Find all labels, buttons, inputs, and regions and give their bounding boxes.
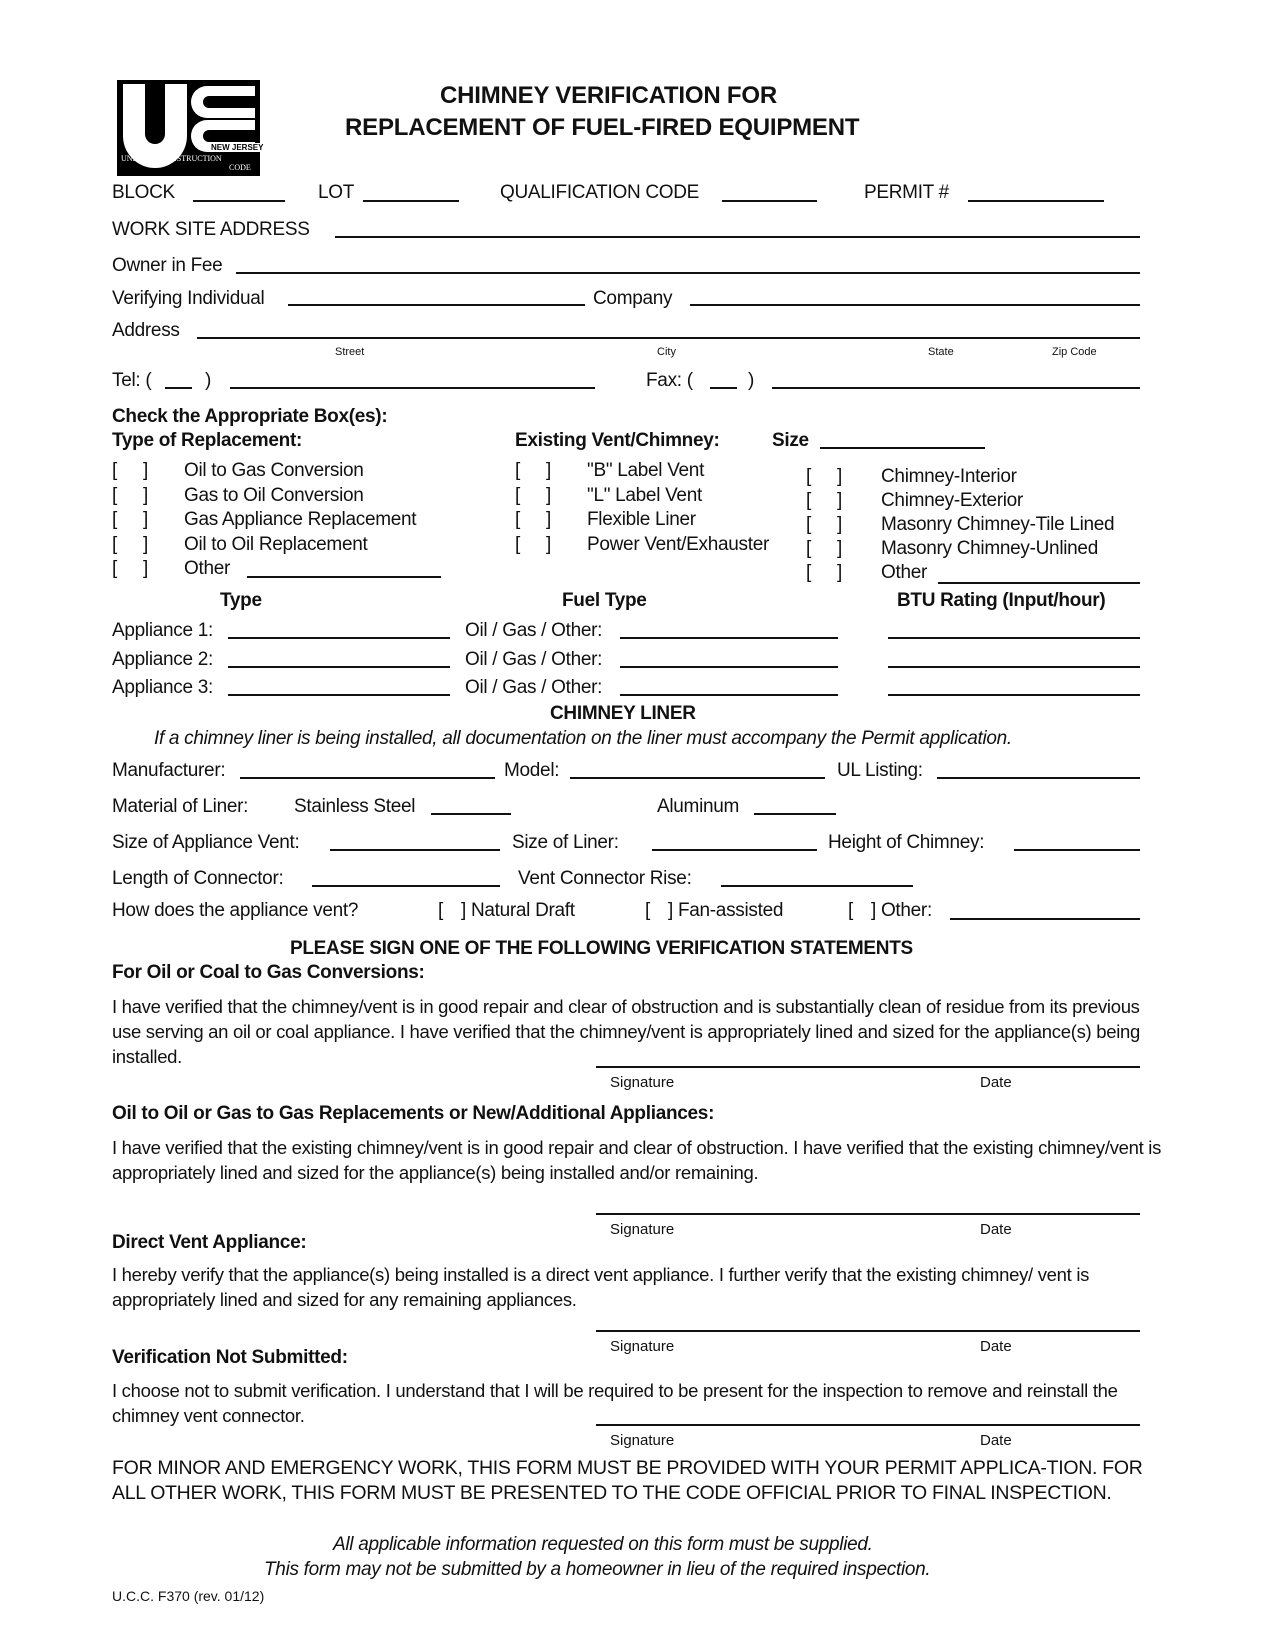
size-vent-field[interactable] <box>330 849 500 851</box>
appliance-type-field[interactable] <box>228 666 450 668</box>
manufacturer-field[interactable] <box>240 777 495 779</box>
check-heading: Check the Appropriate Box(es): <box>112 406 388 427</box>
bracket-close: ] <box>545 533 551 555</box>
bracket-open: [ <box>112 460 117 481</box>
replacement-option-checkbox[interactable] <box>112 509 417 531</box>
verifying-individual-label: Verifying Individual <box>112 288 265 309</box>
tel-label: Tel: ( <box>112 370 152 391</box>
permit-field[interactable] <box>968 200 1104 202</box>
lot-field[interactable] <box>363 200 459 202</box>
state-caption: State <box>928 346 954 358</box>
ul-listing-field[interactable] <box>937 777 1140 779</box>
signature-caption: Signature <box>610 1074 675 1091</box>
signature-caption: Signature <box>610 1221 675 1238</box>
zip-caption: Zip Code <box>1052 346 1097 358</box>
bracket-close: ] <box>142 509 148 530</box>
bracket-close: ] <box>836 466 842 487</box>
vent-other-checkbox[interactable]: [ ] Other: <box>848 900 932 921</box>
fax-number-field[interactable] <box>772 387 1140 389</box>
replacement-option-label: Oil to Gas Conversion <box>184 460 364 481</box>
vent-option-label: Flexible Liner <box>587 509 696 530</box>
appliance-type-field[interactable] <box>228 637 450 639</box>
size-label: Size <box>772 430 809 451</box>
vent-option-label: "B" Label Vent <box>587 460 705 481</box>
fax-area-field[interactable] <box>710 387 737 389</box>
col-fuel-header: Fuel Type <box>562 590 647 611</box>
lot-label: LOT <box>318 182 355 203</box>
chimney-option-checkbox[interactable] <box>806 514 1115 536</box>
bracket-close: ] <box>142 533 148 555</box>
title-line2: REPLACEMENT OF FUEL-FIRED EQUIPMENT <box>345 114 860 141</box>
verification-text: I hereby verify that the appliance(s) being installed is a direct vent appliance. I further verify that the existing chimney/ vent is appropriately lined and sized for any remaining appliances. <box>112 1264 1090 1310</box>
logo-line2: CODE <box>229 163 251 172</box>
work-site-address-label: WORK SITE ADDRESS <box>112 219 310 240</box>
signature-line[interactable] <box>596 1066 1140 1068</box>
owner-in-fee-field[interactable] <box>236 272 1140 274</box>
bracket-close: ] <box>836 562 842 583</box>
logo-state: NEW JERSEY <box>211 143 264 152</box>
stainless-label: Stainless Steel <box>294 796 416 817</box>
bracket-open: [ <box>112 484 117 506</box>
chimney-option-label: Other <box>881 562 928 583</box>
bracket-open: [ <box>112 533 117 555</box>
replacement-option-label: Oil to Oil Replacement <box>184 533 368 555</box>
tel-close: ) <box>205 370 212 391</box>
fuel-label: Oil / Gas / Other: <box>465 620 603 641</box>
date-caption: Date <box>980 1338 1012 1355</box>
fuel-label: Oil / Gas / Other: <box>465 677 603 698</box>
title-line1: CHIMNEY VERIFICATION FOR <box>440 82 777 109</box>
fan-assisted-checkbox[interactable]: [ ] Fan-assisted <box>645 900 784 921</box>
bracket-open: [ <box>515 533 520 555</box>
fax-label: Fax: ( <box>646 370 693 391</box>
ucc-logo <box>117 80 264 176</box>
logo-line1: UNIFORM CONSTRUCTION <box>121 154 222 163</box>
natural-draft-checkbox[interactable]: [ ] Natural Draft <box>438 900 575 921</box>
footer-notice: FOR MINOR AND EMERGENCY WORK, THIS FORM MUST BE PROVIDED WITH YOUR PERMIT APPLICA-TION. FOR ALL OTHER WORK, THIS FORM MUST BE PRESENTED TO THE CODE OFFICIAL PRIOR TO FINAL INSPECTION. <box>112 1457 1143 1504</box>
verification-text: I have verified that the chimney/vent is in good repair and clear of obstruction and is substantially clean of residue from its previous use serving an oil or coal appliance. I have verified that the chimney/vent is appropriately lined and sized for the appliance(s) being installed. <box>112 996 1140 1067</box>
qualification-code-field[interactable] <box>722 200 817 202</box>
verification-title: Oil to Oil or Gas to Gas Replacements or New/Additional Appliances: <box>112 1103 715 1124</box>
bracket-close: ] <box>836 490 842 511</box>
replacement-option-label: Gas to Oil Conversion <box>184 484 364 506</box>
verification-text: I choose not to submit verification. I understand that I will be required to be present for the inspection to remove and reinstall the chimney vent connector. <box>112 1380 1118 1426</box>
work-site-address-field[interactable] <box>335 236 1140 238</box>
bracket-open: [ <box>112 558 117 579</box>
btu-field[interactable] <box>888 666 1140 668</box>
verification-title: For Oil or Coal to Gas Conversions: <box>112 962 425 983</box>
address-label: Address <box>112 320 180 341</box>
height-label: Height of Chimney: <box>828 832 985 853</box>
permit-label: PERMIT # <box>864 182 949 203</box>
appliance-label: Appliance 2: <box>112 648 213 670</box>
chimney-other-field[interactable] <box>938 582 1140 584</box>
aluminum-field[interactable] <box>754 813 836 815</box>
appliance-label: Appliance 1: <box>112 620 213 641</box>
fuel-field[interactable] <box>620 637 838 639</box>
street-caption: Street <box>335 346 365 358</box>
existing-vent-heading: Existing Vent/Chimney: <box>515 430 720 451</box>
verification-text: I have verified that the existing chimney/vent is in good repair and clear of obstruction. I have verified that the existing chimney/vent is appropriately lined and sized for the appliance(s) being installed and/or remaining. <box>112 1137 1162 1183</box>
signature-line[interactable] <box>596 1213 1140 1215</box>
replacement-option-checkbox[interactable] <box>112 460 364 482</box>
form-id: U.C.C. F370 (rev. 01/12) <box>112 1588 265 1604</box>
material-label: Material of Liner: <box>112 796 249 817</box>
bracket-close: ] <box>142 484 148 506</box>
stainless-field[interactable] <box>431 813 511 815</box>
bracket-open: [ <box>112 509 117 530</box>
date-caption: Date <box>980 1074 1012 1091</box>
how-vent-label: How does the appliance vent? <box>112 900 359 921</box>
vent-other-field[interactable] <box>950 918 1140 920</box>
footer-note2: This form may not be submitted by a homeowner in lieu of the required inspection. <box>264 1559 931 1580</box>
appliance-label: Appliance 3: <box>112 677 213 698</box>
chimney-option-checkbox[interactable] <box>806 562 928 584</box>
bracket-close: ] <box>142 460 148 481</box>
bracket-open: [ <box>515 509 520 530</box>
replacement-option-label: Gas Appliance Replacement <box>184 509 417 530</box>
bracket-close: ] <box>142 558 148 579</box>
verification-title: Direct Vent Appliance: <box>112 1232 307 1253</box>
size-liner-label: Size of Liner: <box>512 832 619 853</box>
company-field[interactable] <box>690 304 1140 306</box>
company-label: Company <box>593 288 673 309</box>
bracket-close: ] <box>836 514 842 535</box>
length-connector-field[interactable] <box>312 885 500 887</box>
block-field[interactable] <box>193 200 285 202</box>
model-label: Model: <box>504 760 560 781</box>
col-btu-header: BTU Rating (Input/hour) <box>897 590 1106 611</box>
date-caption: Date <box>980 1432 1012 1449</box>
verification-heading: PLEASE SIGN ONE OF THE FOLLOWING VERIFICATION STATEMENTS <box>290 938 913 959</box>
verifying-individual-field[interactable] <box>288 304 585 306</box>
fax-close: ) <box>748 370 755 391</box>
chimney-option-label: Masonry Chimney-Unlined <box>881 538 1098 559</box>
btu-field[interactable] <box>888 694 1140 696</box>
vent-option-checkbox[interactable] <box>515 509 696 531</box>
owner-in-fee-label: Owner in Fee <box>112 255 223 276</box>
signature-caption: Signature <box>610 1338 675 1355</box>
chimney-option-checkbox[interactable] <box>806 538 1098 560</box>
liner-heading: CHIMNEY LINER <box>550 703 696 724</box>
date-caption: Date <box>980 1221 1012 1238</box>
chimney-option-label: Masonry Chimney-Tile Lined <box>881 514 1115 535</box>
qualification-code-label: QUALIFICATION CODE <box>500 182 700 203</box>
rise-label: Vent Connector Rise: <box>518 868 692 889</box>
signature-caption: Signature <box>610 1432 675 1449</box>
bracket-close: ] <box>545 509 551 530</box>
bracket-close: ] <box>545 460 551 481</box>
vent-option-label: "L" Label Vent <box>587 484 702 506</box>
length-connector-label: Length of Connector: <box>112 868 284 889</box>
vent-option-checkbox[interactable] <box>515 484 702 507</box>
replacement-option-checkbox[interactable] <box>112 533 368 556</box>
bracket-open: [ <box>806 466 811 487</box>
bracket-open: [ <box>806 490 811 511</box>
address-field[interactable] <box>197 337 1140 339</box>
tel-area-field[interactable] <box>165 387 192 389</box>
ul-listing-label: UL Listing: <box>837 760 923 781</box>
chimney-option-checkbox[interactable] <box>806 490 1023 512</box>
bracket-open: [ <box>515 484 520 506</box>
size-field[interactable] <box>820 447 985 449</box>
bracket-open: [ <box>806 514 811 535</box>
bracket-open: [ <box>515 460 520 481</box>
fuel-label: Oil / Gas / Other: <box>465 648 603 670</box>
size-vent-label: Size of Appliance Vent: <box>112 832 300 853</box>
btu-field[interactable] <box>888 637 1140 639</box>
tel-number-field[interactable] <box>230 387 595 389</box>
vent-option-checkbox[interactable] <box>515 460 705 482</box>
height-field[interactable] <box>1014 849 1140 851</box>
replacement-option-checkbox[interactable] <box>112 558 231 580</box>
liner-note: If a chimney liner is being installed, all documentation on the liner must accompany the Permit application. <box>154 728 1012 749</box>
verification-title: Verification Not Submitted: <box>112 1347 348 1368</box>
block-label: BLOCK <box>112 182 175 203</box>
appliance-type-field[interactable] <box>228 694 450 696</box>
replacement-other-field[interactable] <box>247 576 441 578</box>
chimney-option-label: Chimney-Interior <box>881 466 1017 487</box>
bracket-close: ] <box>545 484 551 506</box>
fuel-field[interactable] <box>620 666 838 668</box>
bracket-open: [ <box>806 562 811 583</box>
manufacturer-label: Manufacturer: <box>112 760 226 781</box>
replacement-option-checkbox[interactable] <box>112 484 364 507</box>
aluminum-label: Aluminum <box>657 796 740 817</box>
size-liner-field[interactable] <box>652 849 817 851</box>
type-of-replacement-heading: Type of Replacement: <box>112 430 303 451</box>
col-type-header: Type <box>220 590 262 611</box>
vent-option-label: Power Vent/Exhauster <box>587 533 769 555</box>
city-caption: City <box>657 346 676 358</box>
rise-field[interactable] <box>721 885 913 887</box>
vent-option-checkbox[interactable] <box>515 533 769 556</box>
signature-line[interactable] <box>596 1424 1140 1426</box>
chimney-option-checkbox[interactable] <box>806 466 1017 488</box>
chimney-option-label: Chimney-Exterior <box>881 490 1023 511</box>
signature-line[interactable] <box>596 1330 1140 1332</box>
replacement-option-label: Other <box>184 558 231 579</box>
footer-note1: All applicable information requested on this form must be supplied. <box>333 1534 873 1555</box>
fuel-field[interactable] <box>620 694 838 696</box>
bracket-open: [ <box>806 538 811 559</box>
model-field[interactable] <box>570 777 825 779</box>
bracket-close: ] <box>836 538 842 559</box>
